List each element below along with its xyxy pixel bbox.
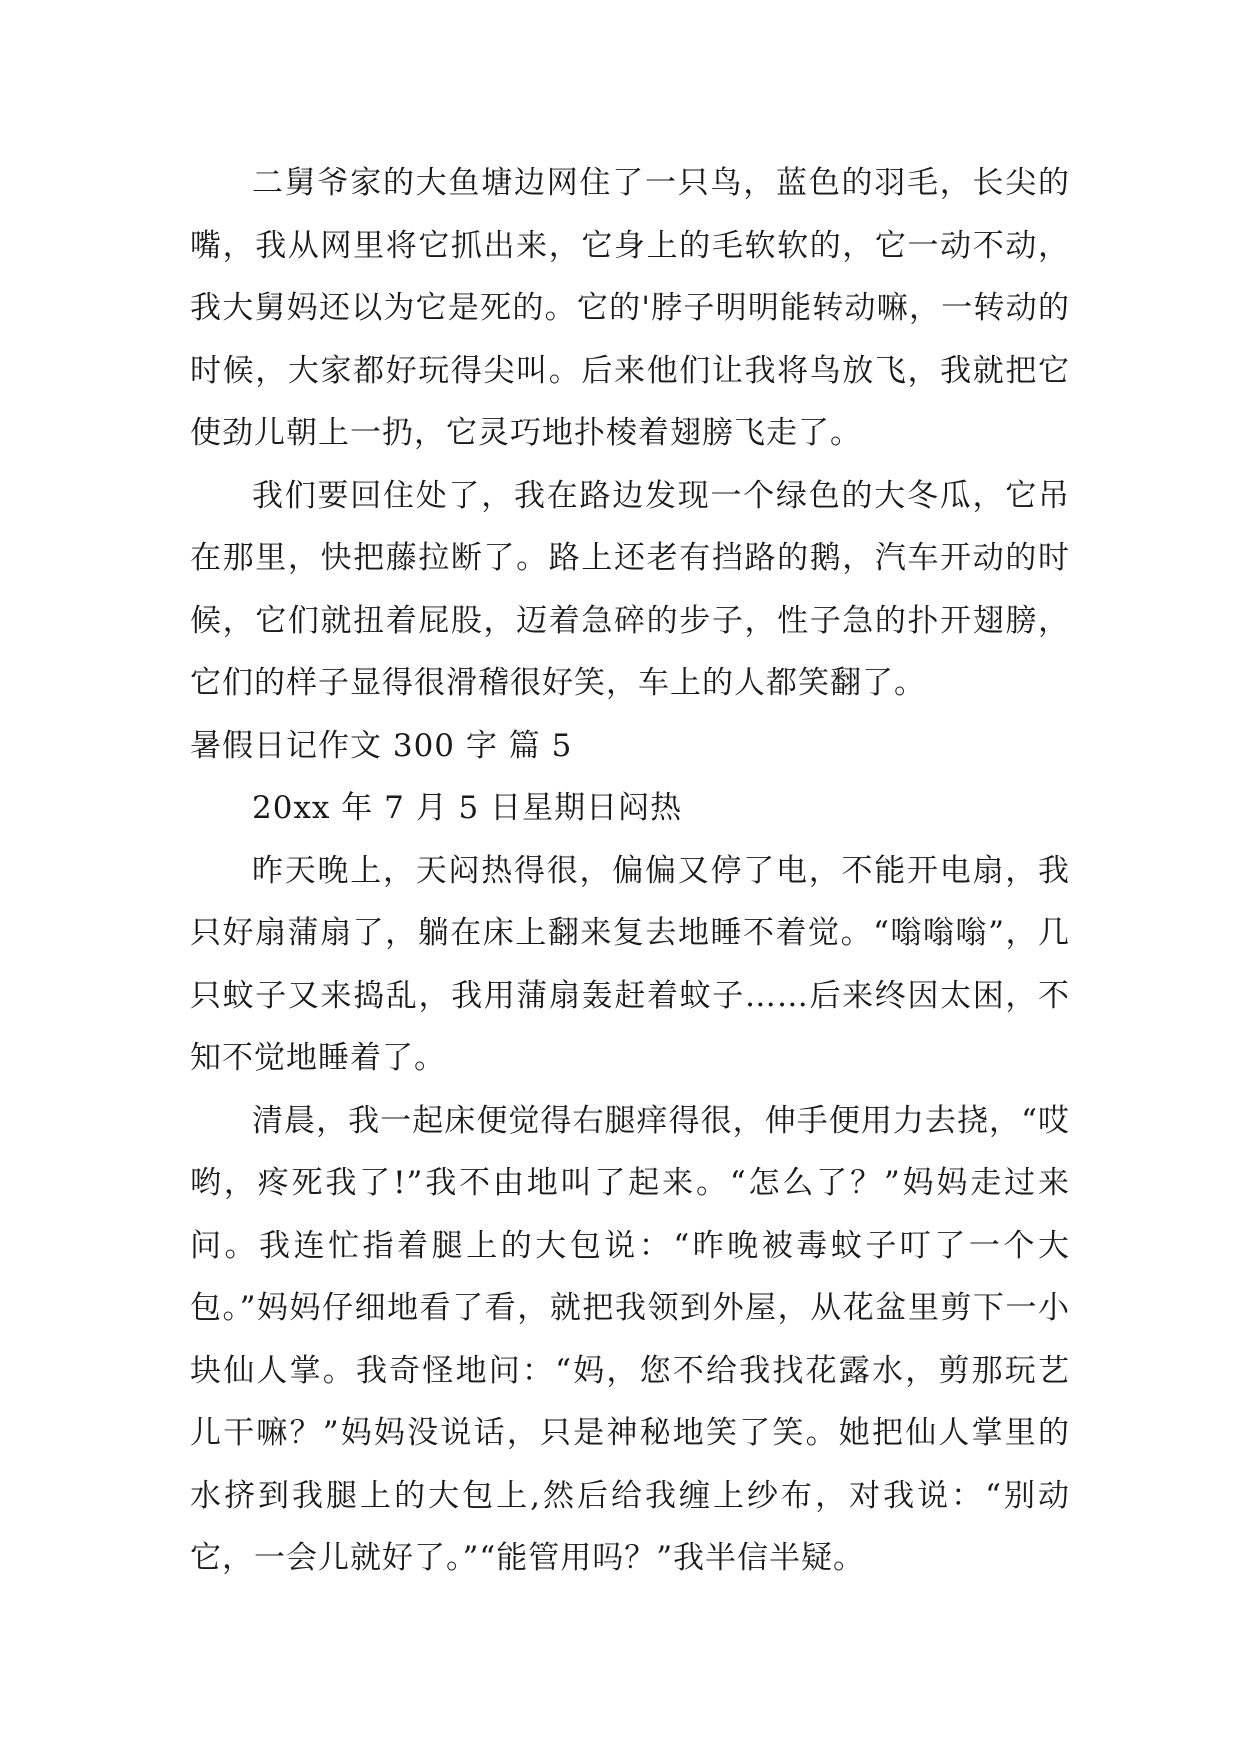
paragraph-bird: 二舅爷家的大鱼塘边网住了一只鸟，蓝色的羽毛，长尖的嘴，我从网里将它抓出来，它身上的毛软软的，它一动不动，我大舅妈还以为它是死的。它的'脖子明明能转动嘛，一转动的时候，大家都好玩得尖叫。后来他们让我将鸟放飞，我就把它使劲儿朝上一扔，它灵巧地扑棱着翅膀飞走了。 xyxy=(190,165,1070,451)
paragraph-cactus: 清晨，我一起床便觉得右腿痒得很，伸手便用力去挠，“哎哟，疼死我了!”我不由地叫了起来。“怎么了？”妈妈走过来问。我连忙指着腿上的大包说：“昨晚被毒蚊子叮了一个大包。”妈妈仔细地看了看，就把我领到外屋，从花盆里剪下一小块仙人掌。我奇怪地问：“妈，您不给我找花露水，剪那玩艺儿干嘛？”妈妈没说话，只是神秘地笑了笑。她把仙人掌里的水挤到我腿上的大包上,然后给我缠上纱布，对我说：“别动它，一会儿就好了。”“能管用吗？”我半信半疑。 xyxy=(190,1102,1070,1576)
diary-date-line: 20xx 年 7 月 5 日星期日闷热 xyxy=(252,790,683,826)
paragraph-winter-melon: 我们要回住处了，我在路边发现一个绿色的大冬瓜，它吊在那里，快把藤拉断了。路上还老有挡路的鹅，汽车开动的时候，它们就扭着屁股，迈着急碎的步子，性子急的扑开翅膀，它们的样子显得很滑稽很好笑，车上的人都笑翻了。 xyxy=(190,477,1070,701)
paragraph-mosquitoes: 昨天晚上，天闷热得很，偏偏又停了电，不能开电扇，我只好扇蒲扇了，躺在床上翻来复去地睡不着觉。“嗡嗡嗡”，几只蚊子又来捣乱，我用蒲扇轰赶着蚊子……后来终因太困，不知不觉地睡着了。 xyxy=(190,852,1070,1076)
document-body xyxy=(190,152,1070,1590)
section-heading: 暑假日记作文 300 字 篇 5 xyxy=(190,727,573,764)
